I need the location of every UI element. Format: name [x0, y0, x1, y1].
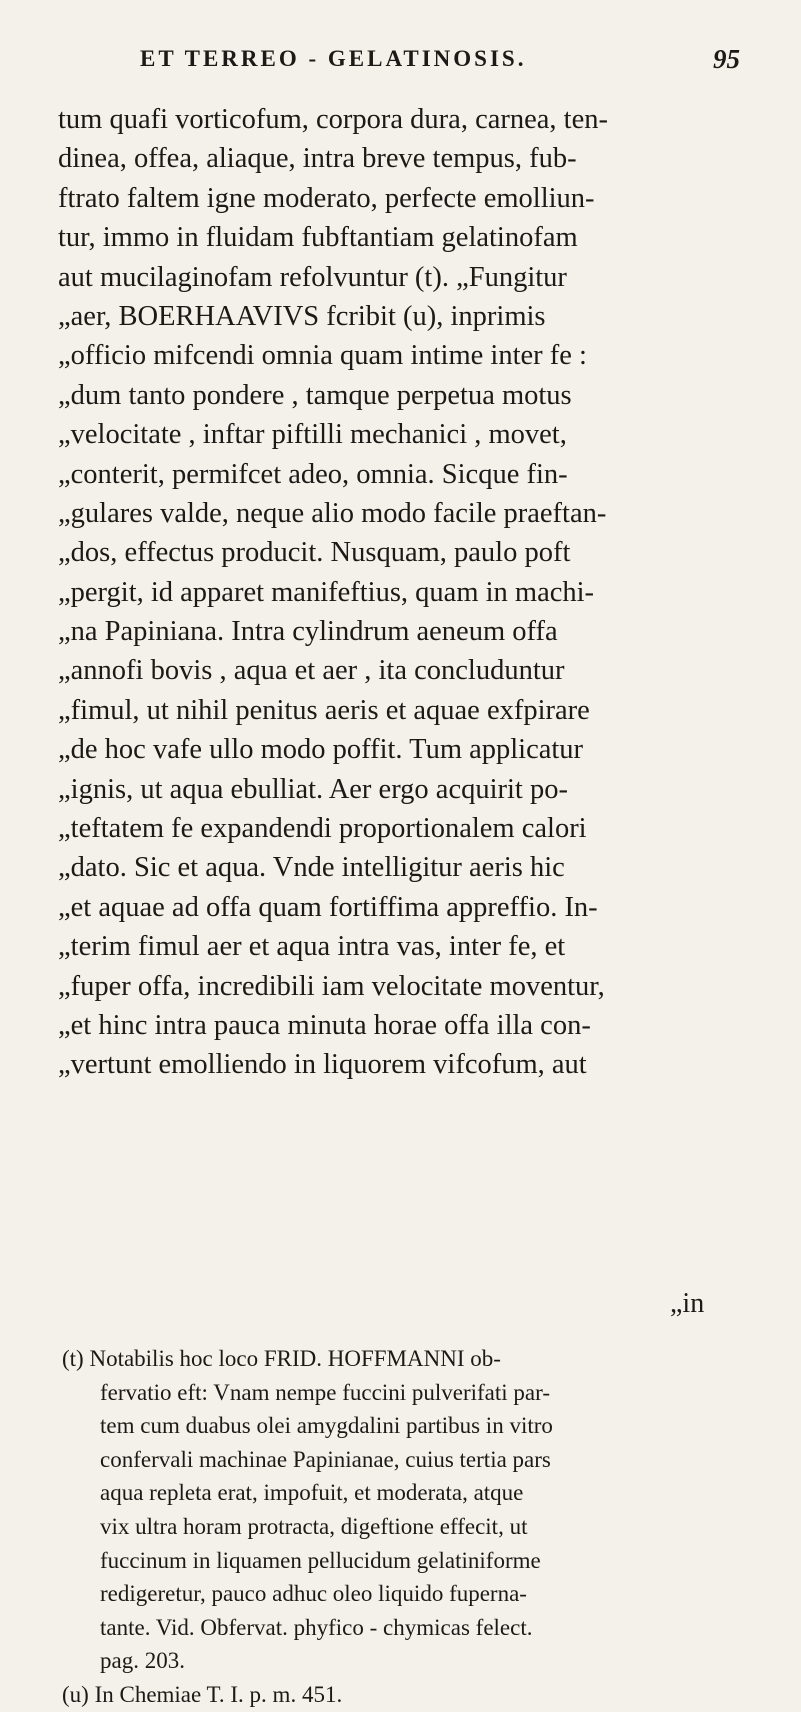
- text-line: tur, immo in fluidam fubftantiam gelatinofam: [58, 222, 578, 254]
- text-line: „ignis, ut aqua ebulliat. Aer ergo acquirit po-: [58, 773, 568, 805]
- text-line: „annofi bovis , aqua et aer , ita concluduntur: [58, 655, 565, 687]
- footnote-line: tem cum duabus olei amygdalini partibus in vitro: [100, 1413, 553, 1439]
- text-line: „vertunt emolliendo in liquorem vifcofum, aut: [58, 1049, 587, 1081]
- text-line: „dos, effectus producit. Nusquam, paulo poft: [58, 537, 571, 569]
- catch-word: „in: [670, 1288, 705, 1319]
- text-line: „fimul, ut nihil penitus aeris et aquae exfpirare: [58, 694, 590, 726]
- text-line: „velocitate , inftar piftilli mechanici , movet,: [58, 419, 567, 451]
- text-line: „terim fimul aer et aqua intra vas, inter fe, et: [58, 931, 566, 963]
- footnote-line: (u) In Chemiae T. I. p. m. 451.: [62, 1681, 343, 1707]
- text-line: „aer, BOERHAAVIVS fcribit (u), inprimis: [58, 300, 546, 332]
- text-line: „fuper offa, incredibili iam velocitate moventur,: [58, 970, 605, 1002]
- footnote-line: fuccinum in liquamen pellucidum gelatiniforme: [100, 1547, 541, 1573]
- footnote-line: confervali machinae Papinianae, cuius tertia pars: [100, 1446, 551, 1472]
- footnote-line: fervatio eft: Vnam nempe fuccini pulverifati par-: [100, 1379, 550, 1405]
- text-line: tum quafi vorticofum, corpora dura, carnea, ten-: [58, 104, 608, 135]
- footnote-line: (t) Notabilis hoc loco FRID. HOFFMANNI ob-: [62, 1346, 501, 1371]
- text-line: „dato. Sic et aqua. Vnde intelligitur aeris hic: [58, 852, 565, 884]
- text-line: „de hoc vafe ullo modo poffit. Tum applicatur: [58, 734, 584, 766]
- text-line: „teftatem fe expandendi proportionalem calori: [58, 813, 587, 845]
- footnote-line: redigeretur, pauco adhuc oleo liquido fuperna-: [100, 1581, 527, 1607]
- running-head: ET TERREO - GELATINOSIS.: [140, 46, 527, 71]
- text-line: „officio mifcendi omnia quam intime inter fe :: [58, 340, 587, 372]
- text-line: „conterit, permifcet adeo, omnia. Sicque fin-: [58, 458, 568, 490]
- text-line: „na Papiniana. Intra cylindrum aeneum offa: [58, 616, 558, 648]
- text-line: ftrato faltem igne moderato, perfecte emolliun-: [58, 182, 595, 214]
- text-line: „dum tanto pondere , tamque perpetua motus: [58, 379, 572, 411]
- text-line: „gulares valde, neque alio modo facile praeftan-: [58, 497, 607, 529]
- main-text: [58, 100, 748, 1085]
- text-line: aut mucilaginofam refolvuntur (t). „Fungitur: [58, 261, 567, 293]
- footnote-line: pag. 203.: [100, 1648, 185, 1674]
- page-header: [100, 42, 740, 82]
- footnote-line: vix ultra horam protracta, digeftione effecit, ut: [100, 1513, 528, 1539]
- footnote-line: aqua repleta erat, impofuit, et moderata, atque: [100, 1480, 524, 1506]
- page-number: 95: [713, 44, 740, 74]
- text-line: dinea, offea, aliaque, intra breve tempus, fub-: [58, 143, 577, 175]
- footnote-line: tante. Vid. Obfervat. phyfico - chymicas felect.: [100, 1614, 533, 1640]
- text-line: „pergit, id apparet manifeftius, quam in machi-: [58, 576, 595, 608]
- footnotes: [62, 1342, 752, 1712]
- text-line: „et hinc intra pauca minuta horae offa illa con-: [58, 1009, 591, 1041]
- text-line: „et aquae ad offa quam fortiffima appreffio. In-: [58, 891, 598, 923]
